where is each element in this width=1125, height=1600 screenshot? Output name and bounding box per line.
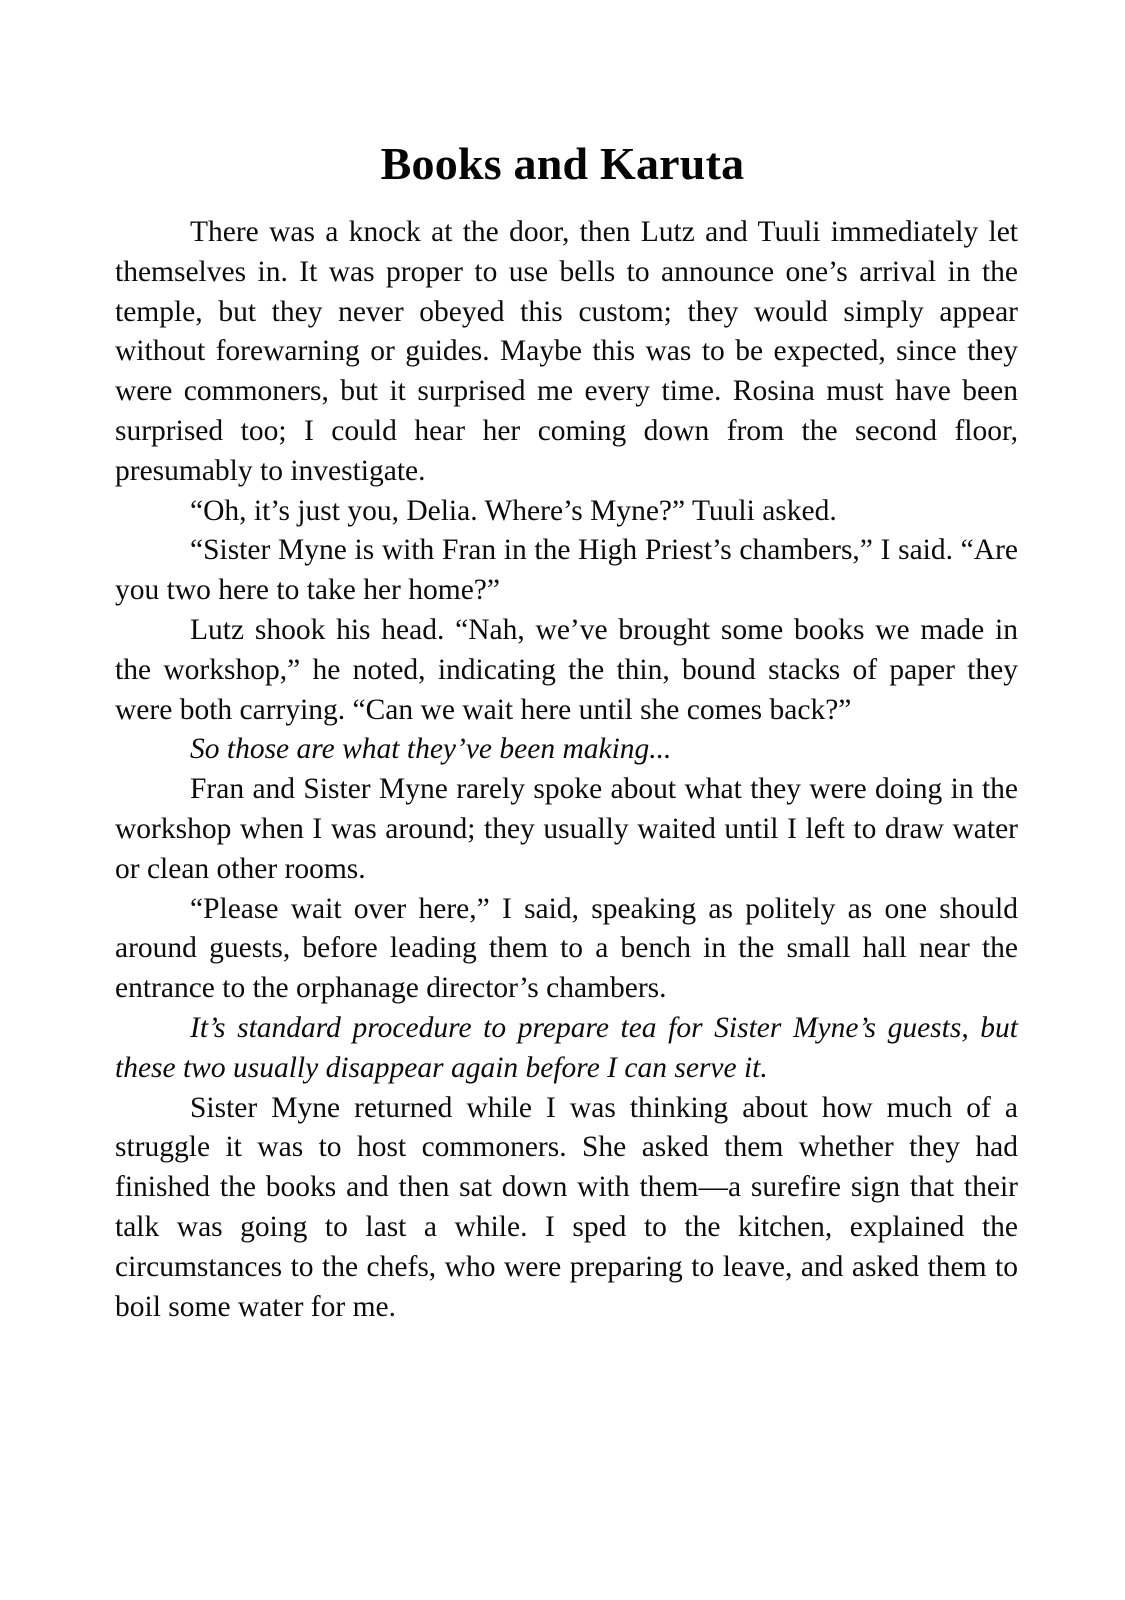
paragraph-inner-monologue: It’s standard procedure to prepare tea for Sister Myne’s guests, but these two usually disappear again before I can serve it. [115,1011,1018,1084]
paragraph: There was a knock at the door, then Lutz and Tuuli immediately let themselves in. It was proper to use bells to announce one’s arrival in the temple, but they never obeyed this custom; they would simply appear without forewarning or guides. Maybe this was to be expected, since they were commoners, but it surprised me every time. Rosina must have been surprised too; I could hear her coming down from the second floor, presumably to investigate. [115,216,1018,487]
paragraph-inner-monologue: So those are what they’ve been making... [190,733,672,766]
paragraph: “Sister Myne is with Fran in the High Priest’s chambers,” I said. “Are you two here to take her home?” [115,534,1018,607]
body-text-block [115,213,1018,1327]
paragraph: Sister Myne returned while I was thinking about how much of a struggle it was to host commoners. She asked them whether they had finished the books and then sat down with them—a surefire sign that their talk was going to last a while. I sped to the kitchen, explained the circumstances to the chefs, who were preparing to leave, and asked them to boil some water for me. [115,1091,1018,1323]
paragraph: Lutz shook his head. “Nah, we’ve brought some books we made in the workshop,” he noted, indicating the thin, bound stacks of paper they were both carrying. “Can we wait here until she comes back?” [115,613,1018,726]
paragraph: Fran and Sister Myne rarely spoke about what they were doing in the workshop when I was around; they usually waited until I left to draw water or clean other rooms. [115,773,1018,885]
chapter-title: Books and Karuta [380,137,745,189]
paragraph: “Oh, it’s just you, Delia. Where’s Myne?” Tuuli asked. [190,494,837,527]
paragraph: “Please wait over here,” I said, speaking as politely as one should around guests, before leading them to a bench in the small hall near the entrance to the orphanage director’s chambers. [115,892,1018,1005]
